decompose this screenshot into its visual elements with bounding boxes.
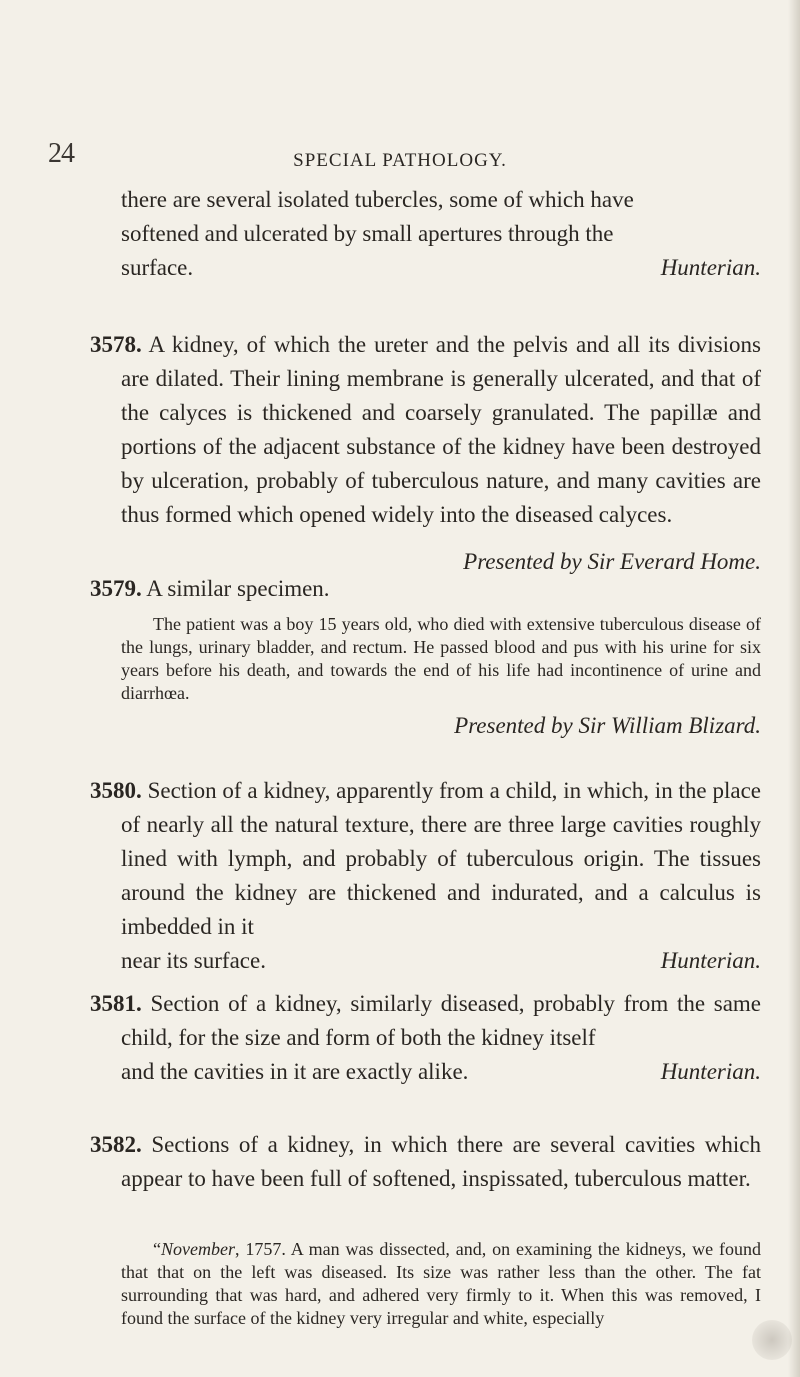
- entry-3582-body: [90, 1128, 761, 1196]
- entry-3581-attribution: Hunterian.: [660, 1059, 761, 1084]
- page-edge-shadow: [788, 0, 800, 1377]
- entry-3582-quote-text: , 1757. A man was dissected, and, on examining the kidneys, we found that that on the left was diseased. Its size was rather less than the other. The fat surrounding that was hard, and adhered very firmly to it. When this was removed, I found the surface of the kidney very irregular and white, especially: [121, 1239, 761, 1328]
- entry-3581-text: Section of a kidney, similarly diseased, probably from the same child, for the size and form of both the kidney itself: [121, 991, 761, 1050]
- entry-3579-attribution: Presented by Sir William Blizard.: [454, 713, 761, 738]
- entry-3580-body: [90, 774, 761, 944]
- entry-3578-text: A kidney, of which the ureter and the pelvis and all its divisions are dilated. Their lining membrane is generally ulcerated, and that of the calyces is thickened and coarsely granulated. The papillæ and portions of the adjacent substance of the kidney have been destroyed by ulceration, probably of tuberculous nature, and many cavities are thus formed which opened widely into the diseased calyces.: [121, 332, 761, 527]
- entry-3581-last-text: and the cavities in it are exactly alike.: [121, 1059, 469, 1084]
- opening-attribution: Hunterian.: [660, 255, 761, 280]
- entry-3581: [90, 987, 761, 1089]
- entry-3580: [90, 774, 761, 978]
- entry-3581-number: 3581.: [90, 991, 142, 1016]
- entry-3579: [90, 572, 761, 606]
- entry-3579-attribution-wrap: [121, 709, 761, 743]
- opening-line-3-text: surface.: [121, 255, 194, 280]
- entry-3579-note: The patient was a boy 15 years old, who died with extensive tuberculous disease of the lungs, urinary bladder, and rectum. He passed blood and pus with his urine for six years before his death, and towards the end of his life had incontinence of urine and diarrhœa.: [121, 614, 761, 703]
- entry-3582-number: 3582.: [90, 1132, 142, 1157]
- entry-3578-number: 3578.: [90, 332, 142, 357]
- entry-3578-body: [90, 328, 761, 532]
- entry-3579-text: A similar specimen.: [146, 576, 330, 601]
- entry-3579-number: 3579.: [90, 576, 142, 601]
- ink-smudge: [752, 1320, 792, 1360]
- opening-paragraph: [121, 183, 761, 285]
- running-head: SPECIAL PATHOLOGY.: [293, 150, 507, 171]
- entry-3580-attribution: Hunterian.: [660, 948, 761, 973]
- entry-3580-number: 3580.: [90, 778, 142, 803]
- opening-line-1: there are several isolated tubercles, some of which have: [121, 187, 634, 212]
- entry-3582-quote-open: “: [153, 1239, 161, 1259]
- entry-3581-body: [90, 987, 761, 1055]
- entry-3582-quote: [121, 1238, 761, 1330]
- entry-3578-attribution: Presented by Sir Everard Home.: [463, 549, 761, 574]
- opening-line-3: [121, 251, 761, 285]
- entry-3582: [90, 1128, 761, 1196]
- entry-3580-text: Section of a kidney, apparently from a child, in which, in the place of nearly all the natural texture, there are three large cavities roughly lined with lymph, and probably of tuberculous origin. The tissues around the kidney are thickened and indurated, and a calculus is imbedded in it: [121, 778, 761, 939]
- entry-3582-quote-month: November: [161, 1239, 235, 1259]
- opening-line-2: softened and ulcerated by small apertures through the: [121, 221, 614, 246]
- entry-3581-last-line: [90, 1055, 761, 1089]
- page-number: 24: [48, 138, 74, 169]
- entry-3579-heading: [90, 572, 761, 606]
- entry-3580-last-text: near its surface.: [121, 948, 266, 973]
- entry-3580-last-line: [90, 944, 761, 978]
- entry-3578: [90, 328, 761, 579]
- entry-3582-text: Sections of a kidney, in which there are several cavities which appear to have been full of softened, inspissated, tuberculous matter.: [121, 1132, 761, 1191]
